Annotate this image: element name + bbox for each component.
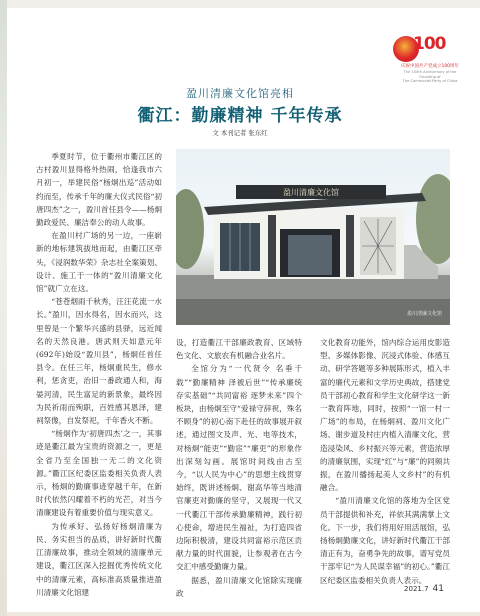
article-byline: 文 本刊记者 张东红 xyxy=(212,129,268,137)
paragraph: 全馆分为“一代贤令 名垂千载”“勤廉精神 泽被后世”“传承廉统 存实基础”“共同富裕 逐梦未来”四个板块，由杨炯至守“爱禄守辞祝，殊名不顾身”的初心南下赴任的故事展开叙述，通过图文及声、光、电等技术，对杨炯“能吏”“勤宦”“廉吏”的形象作出深刻勾画。展馆时间线由古至今，“以人民为中心”的思想主线贯穿始终，既讲述杨炯、谢高华等当地清官廉吏对勤廉的坚守，又展现一代又一代衢江干部传承勤廉精神，践行初心使命，增进民生福祉，为打造四省边际积极清，建设共同富裕示范区贡献力量的时代面貌，让参观者在古今交汇中感受勤廉力量。 xyxy=(176,364,302,572)
emblem-caption-en-2: The Communist Party of China xyxy=(402,79,458,84)
emblem-caption-en-1: The 100th Anniversary of the Founding of xyxy=(403,70,457,79)
emblem-caption xyxy=(395,64,465,84)
photo-credit: 盈川清廉文化馆 xyxy=(406,311,442,317)
photo-sign-text: 盈川清廉文化馆 xyxy=(283,188,339,197)
emblem-number: 100 xyxy=(413,34,446,54)
paragraph: “盈川清廉文化馆的落地为全区党员干部提供和补充，祥依其满满掌上文化。下一步，我们将用好用活展馆，弘扬杨炯勤廉文化，讲好新时代衢江干部清正有为，奋勇争先的故事，谱写党员干部牢记“为人民谋幸福”的初心。”衢江区纪委区监委相关负责人表示。 xyxy=(320,496,450,585)
section-title: 盈川清廉文化馆亮相 xyxy=(186,87,294,100)
bottom-margin-band xyxy=(7,612,480,616)
museum-photo xyxy=(176,149,450,325)
article-column-2 xyxy=(176,336,302,600)
article-column-1 xyxy=(36,150,162,599)
paragraph: 设，打造衢江干部廉政教育、区域特色文化、文旅农有机融合业名片。 xyxy=(176,338,302,361)
paragraph: 在盈川村广场的另一边，一座崭新的地标建筑拔地而起，由衢江区牵头，《浸润数华荣》杂志社全案策划、设计、施工于一体的“盈川清廉文化馆”就广立在这。 xyxy=(36,231,162,294)
page-footer xyxy=(404,584,444,594)
article-title: 衢江：勤廉精神 千年传承 xyxy=(137,106,343,126)
article-column-3 xyxy=(320,336,450,587)
top-margin-band xyxy=(0,0,480,8)
page-number: 41 xyxy=(432,584,444,594)
paragraph: 为传承好、弘扬好杨炯清廉为民、务实担当的品质，讲好新时代衢江清廉故事，推动全领域的清廉单元建设，衢江区深入挖掘优秀传统文化中的清廉元素，高标准高质量推进盈川清廉文化馆建 xyxy=(36,521,162,597)
paragraph: “苍苍烟雨千秋秀，汪汪花流一水长。”盈川，因水得名，因水而兴，这里曾是一个繁华兴盛的县驿，远近闻名的天然良港。唐武则天如意元年(692年)始设“盈川县”，杨炯任首任县令。在任三年，杨炯重民生，修水利，惩贪吏，治旧一番政通人和，海晏河清，民生富足的新景象，最终因为民祈雨而殉职，百姓感其恩泽，建祠祭像，自发祭祀，千年香火不断。 xyxy=(36,297,162,426)
emblem-caption-cn: 庆祝中国共产党成立100周年 xyxy=(400,64,460,69)
paragraph: 文化教育功能外，馆内综合运用皮影造型、多媒体影像、沉浸式体验、体感互动、研学答题等多种展陈形式，植入丰富的廉代元素和文学历史典故，搭建党员干部初心教育和学生文化研学这一新一教育阵地，同时，按照“一馆一村一广场”的布局，在杨炯祠、盈川文化广场、谢步道及村庄内植入清廉文化，营造浸染风、乡村振兴等元素，营造浓厚的清廉氛围，实现“红”与“廉”的同频共振，在盈川播扬起美人文乡村”的有机融合。 xyxy=(320,338,450,493)
paragraph: “杨炯作为‘初唐四杰’之一，其事迹是衢江最为宝贵的资源之一，更是全省乃至全国独一无二的文化资源。”衢江区纪委区监委相关负责人表示，杨炯的勤廉事迹穿越千年，在新时代依然闪耀着不朽的光芒，对当今清廉建设有着重要价值与现实意义。 xyxy=(36,429,162,518)
paragraph: 据悉，盈川清廉文化馆除实现廉政 xyxy=(176,575,302,598)
paragraph: 季夏时节，位于衢州市衢江区的古村盈川显得格外热闹，恰逢我市六月初一，举建民俗“杨炯出巡”活动如约而至，传承千年的廉大仪式民俗“初唐四杰”之一，盈川首任县令——杨炯勤政爱民、廉洁奉公的动人故事。 xyxy=(36,152,162,228)
issue-date: 2021.7 xyxy=(404,585,429,593)
museum-building-illustration xyxy=(176,149,450,325)
